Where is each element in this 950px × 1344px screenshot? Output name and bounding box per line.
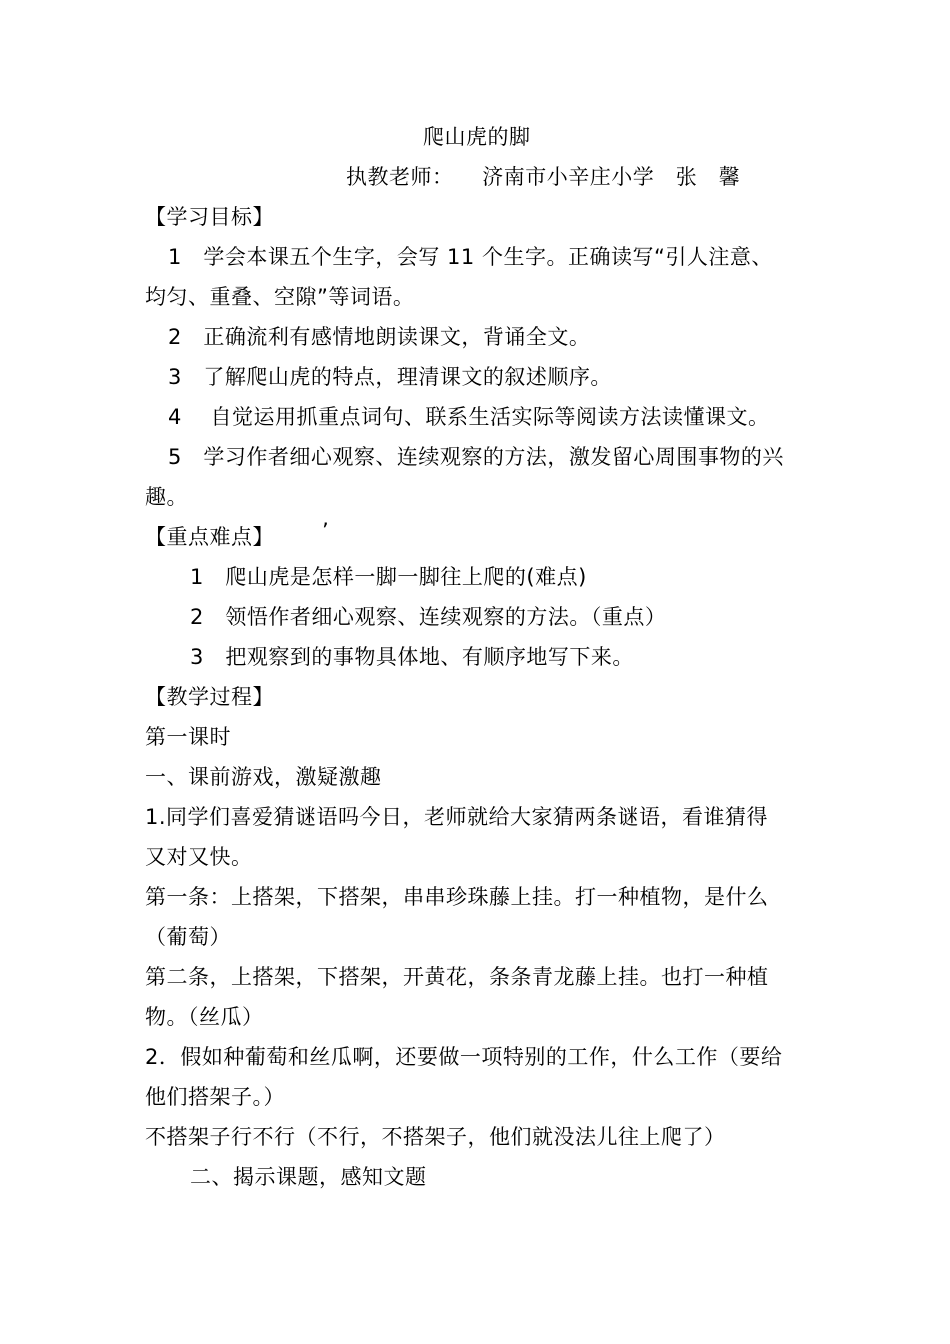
key-point-1: 1 爬山虎是怎样一脚一脚往上爬的(难点) <box>190 565 587 589</box>
key-point-2: 2 领悟作者细心观察、连续观察的方法。（重点） <box>190 605 667 629</box>
goal-item-1: 1 学会本课五个生字，会写 11 个生字。正确读写“引人注意、 <box>168 245 773 269</box>
key-point-3: 3 把观察到的事物具体地、有顺序地写下来。 <box>190 645 634 669</box>
goal-item-4: 4 自觉运用抓重点词句、联系生活实际等阅读方法读懂课文。 <box>168 405 770 429</box>
part-2-heading: 二、揭示课题，感知文题 <box>190 1165 427 1189</box>
lesson-heading: 第一课时 <box>145 725 231 749</box>
document-title: 爬山虎的脚 <box>423 125 531 149</box>
teacher-line: 执教老师： 济南市小辛庄小学 张 馨 <box>346 165 741 189</box>
goal-item-5: 5 学习作者细心观察、连续观察的方法，激发留心周围事物的兴 <box>168 445 784 469</box>
riddle-1: 第一条：上搭架，下搭架，串串珍珠藤上挂。打一种植物，是什么 <box>145 885 769 909</box>
section-heading-process: 【教学过程】 <box>145 685 274 709</box>
goal-item-1-cont: 均匀、重叠、空隙”等词语。 <box>145 285 415 309</box>
paragraph-1: 1.同学们喜爱猜谜语吗今日，老师就给大家猜两条谜语，看谁猜得 <box>145 805 769 829</box>
paragraph-1-cont: 又对又快。 <box>145 845 253 869</box>
goal-item-3: 3 了解爬山虎的特点，理清课文的叙述顺序。 <box>168 365 612 389</box>
section-heading-key-points: 【重点难点】 <box>145 525 274 549</box>
part-1-heading: 一、课前游戏，激疑激趣 <box>145 765 382 789</box>
paragraph-2: 2．假如种葡萄和丝瓜啊，还要做一项特别的工作，什么工作（要给 <box>145 1045 783 1069</box>
riddle-1-cont: （葡萄） <box>145 925 231 949</box>
riddle-2-cont: 物。（丝瓜） <box>145 1005 264 1029</box>
goal-item-5-cont: 趣。 <box>145 485 188 509</box>
stray-mark: ’ <box>322 519 330 543</box>
section-heading-goals: 【学习目标】 <box>145 205 274 229</box>
paragraph-3: 不搭架子行不行（不行，不搭架子，他们就没法儿往上爬了） <box>145 1125 726 1149</box>
paragraph-2-cont: 他们搭架子。） <box>145 1085 285 1109</box>
goal-item-2: 2 正确流利有感情地朗读课文，背诵全文。 <box>168 325 591 349</box>
riddle-2: 第二条，上搭架，下搭架，开黄花，条条青龙藤上挂。也打一种植 <box>145 965 769 989</box>
